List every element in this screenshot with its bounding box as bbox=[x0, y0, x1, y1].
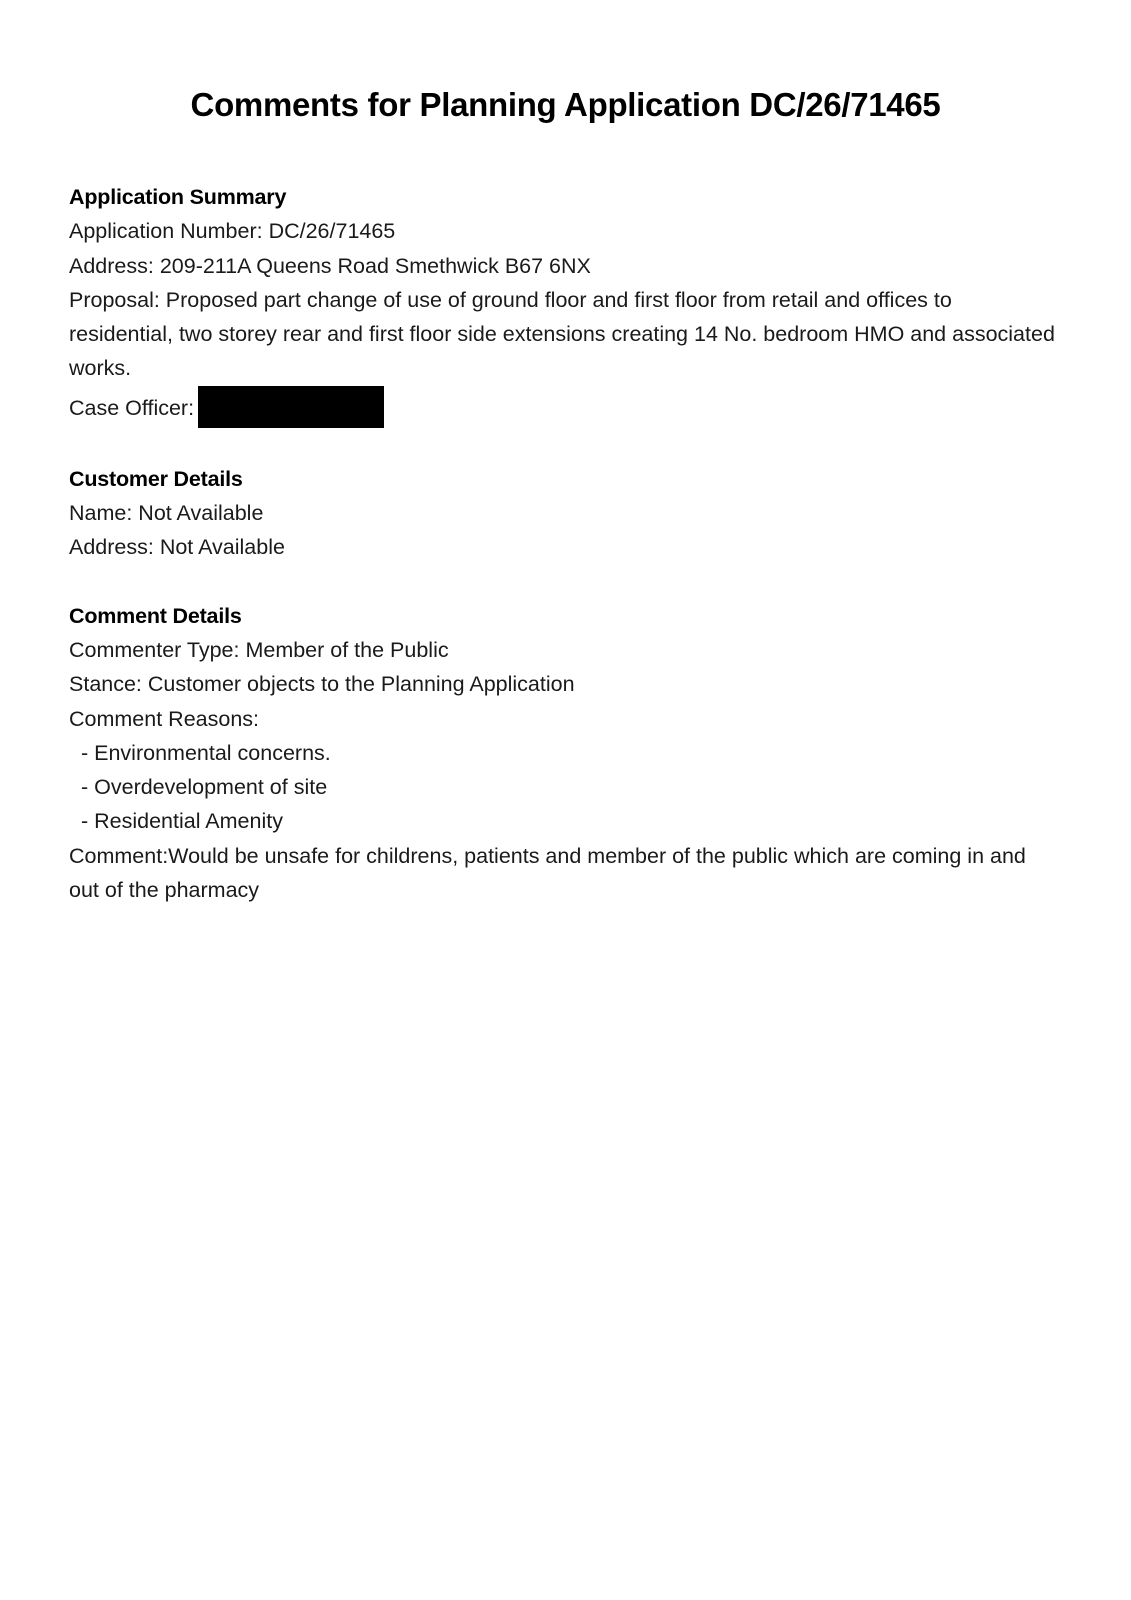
comment-reasons-label: Comment Reasons: bbox=[69, 706, 259, 731]
application-proposal: Proposal: Proposed part change of use of ground floor and first floor from retail and offices to residential, two storey rear and first floor side extensions creating 14 No. bedroom HMO and associated works. bbox=[69, 287, 1055, 381]
commenter-type: Commenter Type: Member of the Public bbox=[69, 637, 449, 662]
case-officer-label: Case Officer: bbox=[69, 395, 195, 420]
application-address: Address: 209-211A Queens Road Smethwick B67 6NX bbox=[69, 253, 591, 278]
comment-reason-item: - Environmental concerns. bbox=[81, 740, 331, 765]
section-heading-application-summary: Application Summary bbox=[69, 185, 287, 209]
section-heading-comment-details: Comment Details bbox=[69, 603, 242, 628]
customer-name: Name: Not Available bbox=[69, 501, 264, 526]
application-number: Application Number: DC/26/71465 bbox=[69, 219, 396, 244]
document-title: Comments for Planning Application DC/26/71465 bbox=[190, 86, 941, 123]
case-officer-row bbox=[69, 386, 1059, 428]
section-spacer bbox=[69, 428, 1059, 462]
customer-details-section bbox=[69, 462, 1059, 565]
application-summary-section bbox=[69, 180, 1059, 428]
section-spacer bbox=[69, 565, 1059, 599]
comment-stance: Stance: Customer objects to the Planning Application bbox=[69, 672, 575, 697]
comment-reason-item: - Overdevelopment of site bbox=[81, 775, 328, 800]
section-heading-customer-details: Customer Details bbox=[69, 466, 243, 491]
comment-reason-item: - Residential Amenity bbox=[81, 809, 283, 834]
comment-text: Comment:Would be unsafe for childrens, patients and member of the public which are coming in and out of the pharmacy bbox=[69, 843, 1026, 903]
document-content bbox=[69, 180, 1059, 907]
comment-details-section bbox=[69, 599, 1059, 908]
customer-address: Address: Not Available bbox=[69, 535, 285, 560]
case-officer-redaction bbox=[198, 386, 384, 428]
